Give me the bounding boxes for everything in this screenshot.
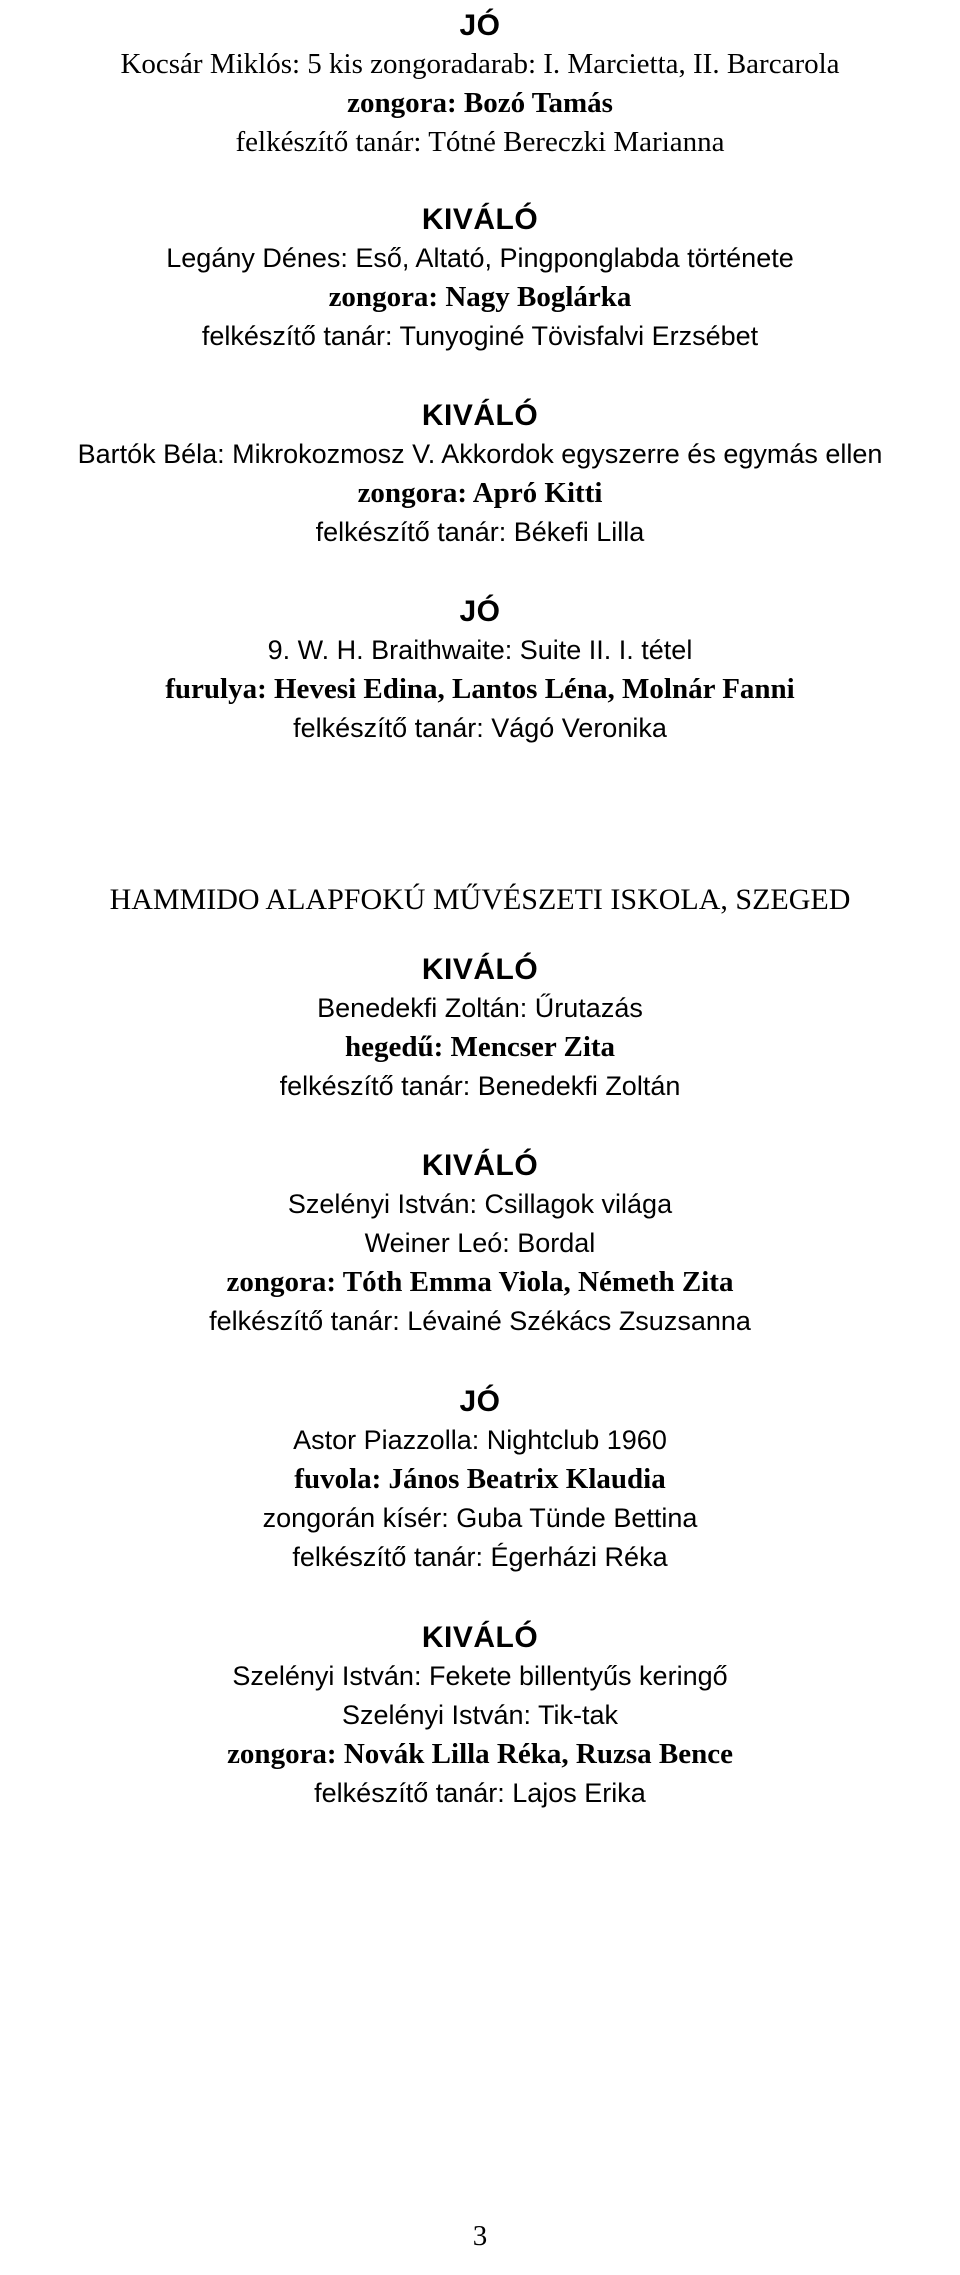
teacher: felkészítő tanár: Lévainé Székács Zsuzsanna xyxy=(209,1306,751,1336)
award-rating: JÓ xyxy=(459,9,501,42)
teacher: felkészítő tanár: Lajos Erika xyxy=(314,1778,646,1808)
award-rating: KIVÁLÓ xyxy=(421,1149,539,1182)
piece-title: Benedekfi Zoltán: Űrutazás xyxy=(317,993,643,1023)
award-entry xyxy=(0,1146,960,1341)
award-rating: KIVÁLÓ xyxy=(421,203,539,236)
award-rating: JÓ xyxy=(459,1385,501,1418)
teacher: felkészítő tanár: Vágó Veronika xyxy=(293,713,667,743)
award-rating: JÓ xyxy=(459,595,501,628)
performer: furulya: Hevesi Edina, Lantos Léna, Molnár Fanni xyxy=(165,673,795,705)
award-rating: KIVÁLÓ xyxy=(421,399,539,432)
performer: fuvola: János Beatrix Klaudia xyxy=(294,1463,666,1495)
teacher: felkészítő tanár: Tunyoginé Tövisfalvi Erzsébet xyxy=(201,321,759,351)
award-entry xyxy=(0,1618,960,1813)
page-number: 3 xyxy=(472,2220,488,2252)
piece-title: Weiner Leó: Bordal xyxy=(364,1228,596,1258)
piece-title: Szelényi István: Fekete billentyűs keringő xyxy=(232,1661,728,1691)
award-entry xyxy=(0,1382,960,1577)
teacher: felkészítő tanár: Békefi Lilla xyxy=(315,517,645,547)
award-rating: KIVÁLÓ xyxy=(421,1621,539,1654)
award-entry xyxy=(0,396,960,552)
award-entry xyxy=(0,200,960,356)
performer: zongora: Nagy Boglárka xyxy=(328,281,632,313)
accompanist: zongorán kísér: Guba Tünde Bettina xyxy=(262,1503,698,1533)
performer: zongora: Tóth Emma Viola, Németh Zita xyxy=(226,1266,734,1298)
piece-title: Kocsár Miklós: 5 kis zongoradarab: I. Marcietta, II. Barcarola xyxy=(120,48,840,80)
award-entry xyxy=(0,950,960,1106)
school-heading: HAMMIDO ALAPFOKÚ MŰVÉSZETI ISKOLA, SZEGED xyxy=(109,883,851,916)
performer: zongora: Apró Kitti xyxy=(357,477,603,509)
award-entry xyxy=(0,592,960,748)
piece-title: Astor Piazzolla: Nightclub 1960 xyxy=(293,1425,667,1455)
performer: zongora: Novák Lilla Réka, Ruzsa Bence xyxy=(227,1738,733,1770)
piece-title: Legány Dénes: Eső, Altató, Pingponglabda története xyxy=(166,243,794,273)
piece-title: Szelényi István: Csillagok világa xyxy=(287,1189,673,1219)
teacher: felkészítő tanár: Égerházi Réka xyxy=(292,1542,668,1572)
award-rating: KIVÁLÓ xyxy=(421,953,539,986)
performer: hegedű: Mencser Zita xyxy=(344,1031,616,1063)
performer: zongora: Bozó Tamás xyxy=(347,87,613,119)
teacher: felkészítő tanár: Tótné Bereczki Marianna xyxy=(235,126,725,158)
teacher: felkészítő tanár: Benedekfi Zoltán xyxy=(279,1071,681,1101)
award-entry xyxy=(0,6,960,162)
piece-title: 9. W. H. Braithwaite: Suite II. I. tétel xyxy=(267,635,693,665)
piece-title: Bartók Béla: Mikrokozmosz V. Akkordok egyszerre és egymás ellen xyxy=(77,439,883,469)
piece-title: Szelényi István: Tik-tak xyxy=(341,1700,619,1730)
